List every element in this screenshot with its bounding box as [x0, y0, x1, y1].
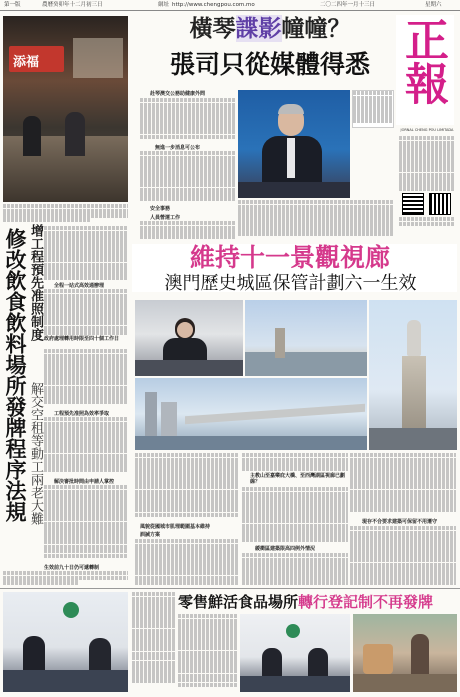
- top-headline-line2: 張司只從媒體得悉: [169, 50, 370, 79]
- top-subhead-2: 無進一步消息可公布: [155, 145, 201, 151]
- vertical-headline: 修改飲食飲料場所發牌程序法規: [3, 228, 28, 522]
- market-photo: [353, 614, 457, 692]
- press-conference-photo-1: [3, 592, 128, 692]
- top-subhead-3: 安全事務: [150, 206, 171, 212]
- photo-caption: [3, 204, 128, 222]
- top-subhead-1: 赴琴澳交公務助健康外問: [150, 91, 206, 97]
- speaker-photo: [135, 300, 243, 376]
- feature-section-2: 風貌從國城市肌理範圍基本維持: [140, 524, 211, 530]
- top-headline-line1: 橫琴諜影幢幢？: [189, 15, 351, 42]
- top-subhead-4: 人員營運工作: [150, 215, 181, 221]
- divider: [0, 588, 460, 589]
- site-url[interactable]: http://www.chengpou.com.mo: [172, 2, 255, 8]
- top-story-body-2: [238, 200, 394, 240]
- shop-sign-text: 添福: [13, 55, 40, 70]
- statue-photo: [369, 300, 457, 450]
- qr-code-icon[interactable]: [403, 194, 423, 214]
- masthead-logo: 正報: [397, 17, 448, 105]
- feature-section-4: 緩衝區建築限高四例外情況: [255, 546, 316, 552]
- left-body-1: [44, 226, 128, 280]
- press-conference-photo-2: [240, 614, 350, 692]
- masthead-side-text: [438, 15, 456, 75]
- page-header-bar: [0, 0, 460, 11]
- skyline-photo-1: [245, 300, 367, 376]
- restaurant-photo: [3, 16, 128, 202]
- feature-section-5: 現存不合要求建築可保留不用遷守: [362, 519, 438, 525]
- page-number: 第一版: [4, 2, 21, 8]
- top-story-body-1: [140, 98, 236, 142]
- left-section-2: 政府處理轉用時限至四十個工作日: [44, 336, 120, 342]
- feature-subtitle: 澳門歷史城區保管計劃六一生效: [164, 273, 417, 294]
- masthead-contacts: [399, 136, 455, 192]
- photo-caption-box: [352, 90, 394, 128]
- left-section-5: 生效前九十日仍可遞轉制: [44, 565, 100, 571]
- bottom-headline: 零售鮮活食品場所轉行登記制不再發牌: [178, 593, 434, 611]
- left-section-4: 解決審批時間由申請人掌控: [54, 479, 115, 485]
- feature-body-1: [135, 453, 239, 521]
- left-subhead-1: 增工程預先准照制度: [28, 224, 43, 341]
- feature-section-1: 主教山至嘉樂庇大橋、至西灣湖區視廊已劃線？: [250, 473, 346, 485]
- feature-section-3: 訓誡方案: [140, 532, 161, 538]
- left-subhead-2: 解交空租等動工兩老大難: [28, 382, 43, 525]
- left-section-1: 全程一站式高效通辦理: [54, 283, 105, 289]
- bottom-body-1: [132, 592, 176, 688]
- masthead-english: JORNAL CHENG POU LIMITADA: [400, 128, 454, 132]
- qr-code-icon[interactable]: [430, 194, 450, 214]
- skyline-photo-2: [135, 378, 367, 450]
- left-section-3: 工程預先准照為效率爭取: [54, 411, 110, 417]
- issue-date: 二〇二四年一月十三日: [320, 2, 376, 8]
- feature-title: 維持十一景觀視廊: [189, 243, 390, 272]
- lunar-date: 農曆癸卯年十二月初三日: [42, 2, 103, 8]
- url-label: 網址: [158, 2, 170, 8]
- official-photo: [238, 90, 350, 198]
- weekday: 星期六: [425, 2, 442, 8]
